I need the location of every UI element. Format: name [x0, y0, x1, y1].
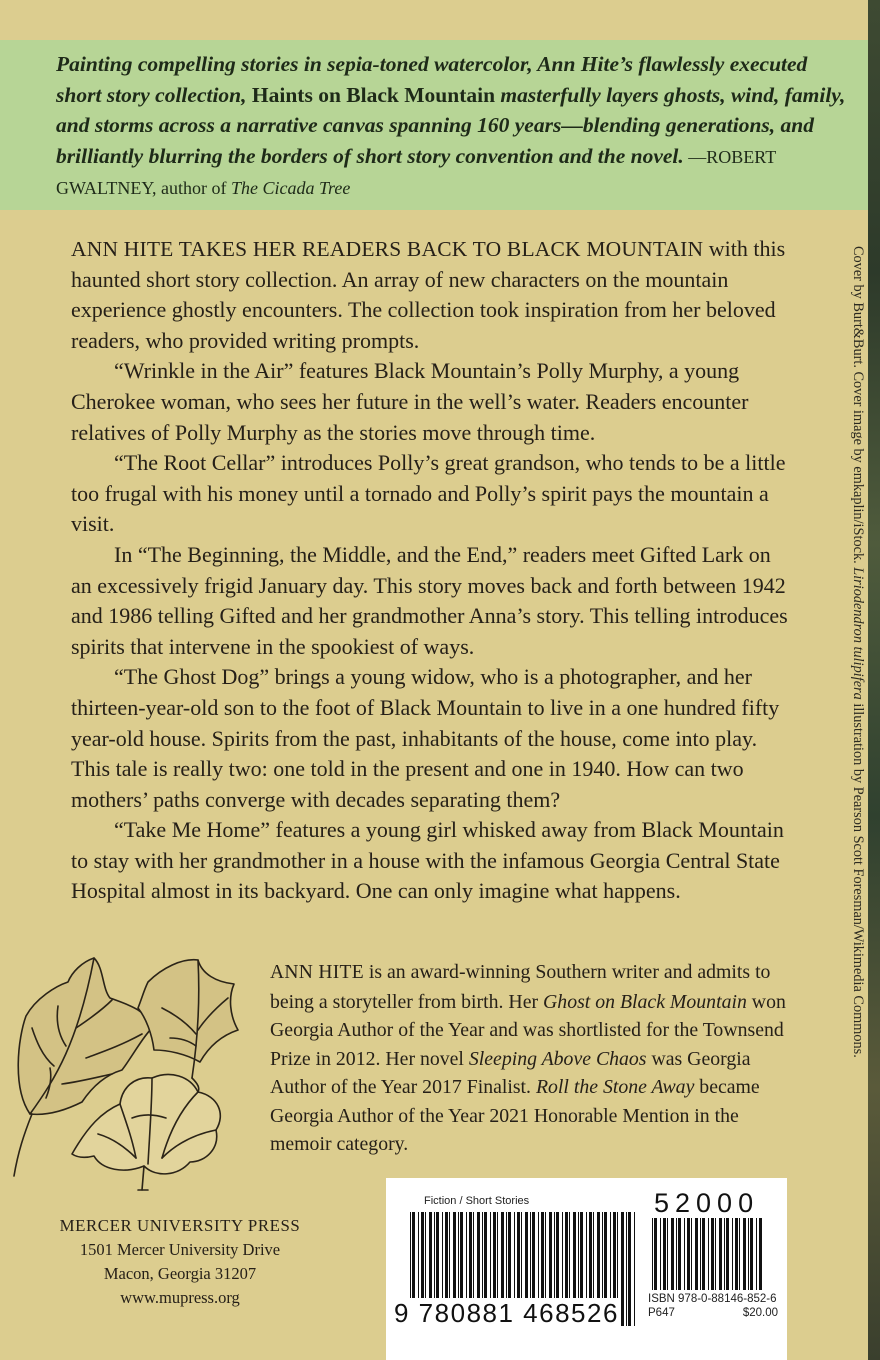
barcode-bar [702, 1218, 705, 1290]
quote-text: Painting compelling stories in sepia-toned watercolor, Ann Hite’s flawlessly executed short story collection, [56, 52, 808, 107]
barcode-bar [691, 1218, 692, 1290]
product-code: P647 [648, 1307, 675, 1319]
barcode-bar [621, 1212, 624, 1326]
bio-book-title: Ghost on Black Mountain [543, 990, 747, 1013]
barcode-bar [711, 1218, 714, 1290]
bio-book-title: Roll the Stone Away [535, 1076, 695, 1098]
cover-credit [843, 246, 873, 1116]
publisher-address-line: 1501 Mercer University Drive [79, 1240, 281, 1259]
barcode-bar [743, 1218, 746, 1290]
price-barcode [652, 1218, 762, 1290]
publisher-website: www.mupress.org [120, 1288, 240, 1307]
barcode-bar [663, 1218, 666, 1290]
barcode-bar [715, 1218, 716, 1290]
quote-book-title: Haints on Black Mountain [251, 82, 496, 107]
publisher-block [30, 1214, 330, 1310]
price-code: 52000 [654, 1188, 760, 1218]
barcode-bar [667, 1218, 668, 1290]
credit-text: Cover by Burt&Burt. Cover image by emkaplin/iStock. [850, 246, 866, 568]
barcode-bar [687, 1218, 690, 1290]
bio-text: was Georgia Author of the Year 2017 Finalist. [270, 1047, 751, 1098]
description-text: with this haunted short story collection. An array of new characters on the mountain experience ghostly encounters. The collection took inspiration from her beloved readers, who provided writing prompts. [71, 236, 786, 353]
barcode-bar [628, 1212, 631, 1326]
barcode-bar [708, 1218, 709, 1290]
description-paragraph: “Wrinkle in the Air” features Black Mountain’s Polly Murphy, a young Cherokee woman, who sees her future in the well’s water. Readers encounter relatives of Polly Murphy as the stories move through time. [71, 358, 749, 445]
isbn-number: ISBN 978-0-88146-852-6 [648, 1293, 777, 1305]
barcode-bar [684, 1218, 685, 1290]
tulip-tree-leaf-flower-illustration [2, 938, 264, 1194]
isbn-digits: 9 780881 468526 [394, 1298, 619, 1328]
barcode-bar [660, 1218, 661, 1290]
credit-plant-name: Liriodendron tulipifera [850, 567, 866, 700]
barcode-bar [652, 1218, 653, 1290]
barcode-bar [676, 1218, 677, 1290]
barcode-bar [654, 1218, 657, 1290]
barcode-bar [671, 1218, 674, 1290]
barcode-bar [759, 1218, 762, 1290]
bio-text: won Georgia Author of the Year and was shortlisted for the Townsend Prize in 2012. Her novel [270, 990, 786, 1070]
barcode-bar [748, 1218, 749, 1290]
barcode-bar [626, 1212, 627, 1326]
barcode-bar [732, 1218, 733, 1290]
author-bio [270, 958, 792, 1159]
bio-text: is an award-winning Southern writer and admits to being a storyteller from birth. Her [270, 961, 771, 1013]
barcode-bar [700, 1218, 701, 1290]
barcode-bar [750, 1218, 753, 1290]
description-paragraph: “The Ghost Dog” brings a young widow, who is a photographer, and her thirteen-year-old son to the foot of Black Mountain to live in a one hundred fifty year-old house. Spirits from the past, inhabitants of the house, come into play. This tale is really two: one told in the present and one in 1940. How can two mothers’ paths converge with decades separating them? [71, 664, 780, 812]
barcode-bar [678, 1218, 681, 1290]
credit-text-cont: illustration by Pearson Scott Foresman/Wikimedia Commons. [850, 699, 866, 1058]
author-name: ANN HITE [270, 962, 364, 983]
quote-text-cont: masterfully layers ghosts, wind, family, and storms across a narrative canvas spanning 160 years—blending generations, and brilliantly blurring the borders of short story convention and the novel. [56, 82, 846, 168]
barcode-bar [695, 1218, 698, 1290]
barcode-genre: Fiction / Short Stories [424, 1195, 530, 1207]
barcode-bar [634, 1212, 635, 1326]
price: $20.00 [742, 1307, 778, 1319]
description-paragraph: “Take Me Home” features a young girl whisked away from Black Mountain to stay with her grandmother in a house with the infamous Georgia Central State Hospital almost in its backyard. One can only imagine what happens. [71, 817, 784, 904]
bio-book-title: Sleeping Above Chaos [468, 1047, 647, 1070]
quote-attribution-book: The Cicada Tree [230, 178, 351, 198]
endorsement-quote [56, 49, 856, 204]
description-paragraph: In “The Beginning, the Middle, and the End,” readers meet Gifted Lark on an excessively frigid January day. This story moves back and forth between 1942 and 1986 telling Gifted and her grandmother Anna’s story. This telling introduces spirits that intervene in the spookiest of ways. [71, 541, 788, 659]
barcode-bar [735, 1218, 738, 1290]
barcode-bar [756, 1218, 757, 1290]
barcode-block [386, 1178, 787, 1360]
quote-attribution: —ROBERT GWALTNEY, author of [56, 146, 776, 198]
bio-text: became Georgia Author of the Year 2021 Honorable Mention in the memoir category. [270, 1076, 760, 1155]
publisher-name: MERCER UNIVERSITY PRESS [59, 1216, 301, 1235]
description-lead: ANN HITE TAKES HER READERS BACK TO BLACK MOUNTAIN [71, 237, 704, 261]
description-paragraph [71, 234, 793, 356]
isbn-label [648, 1292, 778, 1320]
description-paragraph: “The Root Cellar” introduces Polly’s great grandson, who tends to be a little too frugal with his money until a tornado and Polly’s spirit pays the mountain a visit. [71, 450, 786, 537]
barcode-bar [726, 1218, 729, 1290]
barcode-bar [739, 1218, 740, 1290]
barcode-bar [724, 1218, 725, 1290]
publisher-address-line: Macon, Georgia 31207 [103, 1264, 257, 1283]
book-description [71, 234, 793, 907]
barcode-bar [719, 1218, 722, 1290]
